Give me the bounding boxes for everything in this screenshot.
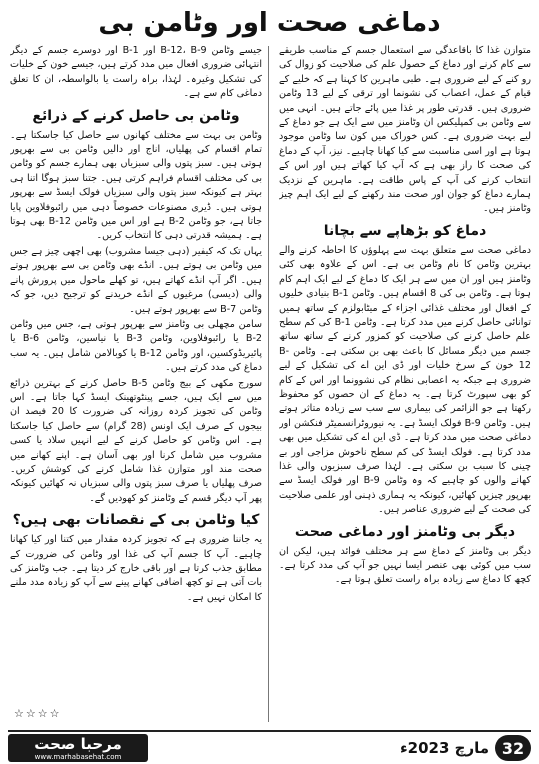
right-column: [279, 44, 531, 724]
article-title: دماغی صحت اور وٹامن بی: [98, 8, 441, 38]
column-divider: [268, 46, 269, 722]
paragraph: جیسے وٹامن B-12، B-9 اور B-1 اور دوسرے جسم کے دیگر انتہائی ضروری افعال میں مدد کرتے ہیں، جیسے خون کے خلیات کی تشکیل وغیرہ۔ لہٰذا، براہ راست یا بالواسطہ، ان کا تعلق دماغی کام سے ہے۔: [10, 45, 262, 100]
end-stars: ☆☆☆☆: [14, 707, 62, 720]
paragraph: سامن مچھلی بی وٹامنز سے بھرپور ہوتی ہے، جس میں وٹامن B-2 یا رائبوفلاوین، وٹامن B-3 یا نیاسین، وٹامن B-6 یا پائیریڈوکسین، اور وٹامن B-12 یا کوبالامن شامل ہیں۔ یہ سب دماغ کی مدد کرتے ہیں۔: [10, 318, 262, 374]
section-heading: کیا وٹامن بی کے نقصانات بھی ہیں؟: [12, 512, 260, 529]
website-url: www.marhabasehat.com: [34, 753, 122, 761]
paragraph: سورج مکھی کے بیج وٹامن B-5 حاصل کرنے کے بہترین ذرائع میں سے ایک ہیں، جسے پینٹوتھینک ایسڈ کہا جاتا ہے۔ اس وٹامن کی تجویز کردہ روزانہ کی ضرورت کا 20 فیصد ان بیجوں کے صرف ایک اونس (28 گرام) سے حاصل کیا جاسکتا ہے۔ اس وٹامن کو حاصل کرنے کے لیے انہیں سلاد یا کسی مشروب میں شامل کرنا اور بھی آسان ہے۔ اپنے کھانے میں صحت مند اور متوازن غذا شامل کرنے کی کوشش کریں۔ صرف پھلیاں یا صرف سبز پتوں والی سبزیاں نہ کھائیں کیونکہ پھر آپ دیگر قسم کے وٹامنز کو کھودیں گے۔: [10, 377, 262, 504]
magazine-name: مرحبا صحت: [34, 735, 122, 753]
paragraph: متوازن غذا کا باقاعدگی سے استعمال جسم کے مناسب طریقے سے کام کرنے اور دماغ کے حصول علم کی صلاحیت کو زوال کی رو کنے کے لیے ضروری ہے۔ طبی ماہرین کا کہنا ہے کہ خلیے کے قیام کے عمل، اعصاب کی نشونما اور ترقی کے لیے 13 وٹامن ضروری ہیں۔ قدرتی طور پر غذا میں پائے جاتے ہیں۔ انہی میں سے وٹامن بی کمپلیکس ان وٹامنز میں سے ایک ہے جو دماغ کے لیے بہت ضروری ہے۔ کس خوراک میں کون سا وٹامن موجود ہوتا ہے اور اسی مناسبت سے کیا کھانا چاہیے۔ نیز، آپ کے دماغ کی صحت کا راز بھی ہے کہ آپ کیا کھاتے ہیں اور اس کے انتخاب کرنے کی آپ کے پاس طاقت ہے۔ ماہرین کے نزدیک ہمارے دماغ کو جوان اور صحت مند رکھنے کے لیے ایک اہم چیز وٹامنز ہیں۔: [279, 45, 531, 215]
section-heading: دیگر بی وٹامنز اور دماغی صحت: [294, 523, 516, 540]
magazine-logo: [8, 734, 148, 762]
page-number: 32: [495, 735, 531, 761]
issue-date: مارچ 2023ء: [399, 739, 489, 757]
section-heading: دماغ کو بڑھاپے سے بچانا: [323, 222, 487, 239]
paragraph: یہ جاننا ضروری ہے کہ تجویز کردہ مقدار میں کتنا اور کیا کھانا چاہیے۔ آپ کا جسم آپ کی غذا اور وٹامن کی ضرورت کے مطابق جذب کرتا ہے اور باقی خارج کر دیتا ہے۔ جب وٹامنز کی بات آتی ہے تو کچھ اضافی کھانے پینے سے آپ کو زیادہ مدد ملنے کا امکان نہیں ہے۔: [10, 534, 262, 603]
paragraph: وٹامن بی بہت سے مختلف کھانوں سے حاصل کیا جاسکتا ہے۔ تمام اقسام کی پھلیاں، اناج اور دالیں وٹامن بی سے بھرپور ہوتی ہیں۔ سبز پتوں والی سبزیاں بھی ہمارے جسم کو وٹامن بی کی مختلف اقسام فراہم کرتی ہیں۔ جتنا سبز ہوگا اتنا ہی بہتر ہے کیونکہ سبز پتوں والی سبزیاں فولک ایسڈ سے بھرپور ہوتی ہیں۔ ڈیری مصنوعات خصوصاً دہی میں رائبوفلاوین پایا جاتا ہے، جو وٹامن B-2 ہے اور اس میں وٹامن B-12 بھی ہوتا ہے۔ ہمیشہ قدرتی دہی کا انتخاب کریں۔: [10, 129, 262, 242]
footer-rule: [8, 730, 531, 732]
page-footer: [0, 728, 539, 764]
paragraph: دماغی صحت سے متعلق بہت سے پہلوؤں کا احاطہ کرنے والے بہترین وٹامن کا نام وٹامن بی ہے۔ اس کے علاوہ بھی کئی وٹامنز ہیں اور ان میں سے ہر ایک کا دماغ کے لیے ایک اہم کام ہوتا ہے۔ وٹامن بی کی 8 اقسام ہیں۔ وٹامن B-1 بنیادی خلیوں کے افعال اور مختلف غذائی اجزاء کے میٹابولزم کے ساتھ ہمیں توانائی حاصل کرنے میں مدد کرتا ہے۔ وٹامن B-1 کی کم سطح علم حاصل کرنے کی صلاحیت کو کمزور کرنے کے ساتھ ساتھ جسم میں دیگر مسائل کا باعث بھی بن سکتی ہے۔ وٹامن B-12 خون کے سرخ خلیات اور ڈی این اے کی تشکیل کے لیے ضروری ہے جبکہ یہ اعصابی نظام کی نشوونما اور اس کے کام کو بھی سپورٹ کرتا ہے۔ یہ دماغ کے ان حصوں کو محفوظ رکھتا ہے جو الزائمر کی بیماری سے سب سے زیادہ متاثر ہوتے ہیں۔ وٹامن B-9 فولک ایسڈ ہے۔ یہ نیوروٹرانسمیٹر فنکشن اور دماغی صحت میں مدد کرتا ہے۔ ڈی این اے کی تشکیل میں بھی مدد کرتا ہے۔ فولک ایسڈ کی کم سطح ناخوش مزاجی اور بے چینی کا سبب بن سکتی ہے۔ لہٰذا صرف سبزیوں والی غذا کھانے والوں کو چاہیے کہ وہ وٹامن B-9 اور فولک ایسڈ سے بھرپور چیزیں کھائیں، کیونکہ یہ ہماری ذہنی اور علمی صلاحیت کی صحت کے لیے ضروری عناصر ہیں۔: [279, 244, 531, 516]
footer-info: [400, 734, 531, 762]
paragraph: یہاں تک کہ کیفیر (دہی جیسا مشروب) بھی اچھی چیز ہے جس میں وٹامن بی ہوتے ہیں۔ انڈے بھی وٹامن بی سے بھرپور ہوتے ہیں۔ اگر آپ انڈے کھاتے ہیں، تو کھلے ماحول میں پرورش پانے والی (دیسی) مرغیوں کے انڈے خریدنے کو ترجیح دیں، جو کہ وٹامن B-7 سے بھرپور ہوتے ہیں۔: [10, 245, 262, 315]
paragraph: دیگر بی وٹامنز کے دماغ سے ہر مختلف فوائد ہیں، لیکن ان سب میں کوئی بھی عنصر ایسا نہیں جو آپ کی مدد کرتا ہے۔ کچھ کا دماغ سے زیادہ براہ راست تعلق ہوتا ہے۔: [279, 545, 531, 586]
left-column: [10, 44, 262, 724]
section-heading: وٹامن بی حاصل کرنے کے ذرائع: [32, 107, 240, 124]
